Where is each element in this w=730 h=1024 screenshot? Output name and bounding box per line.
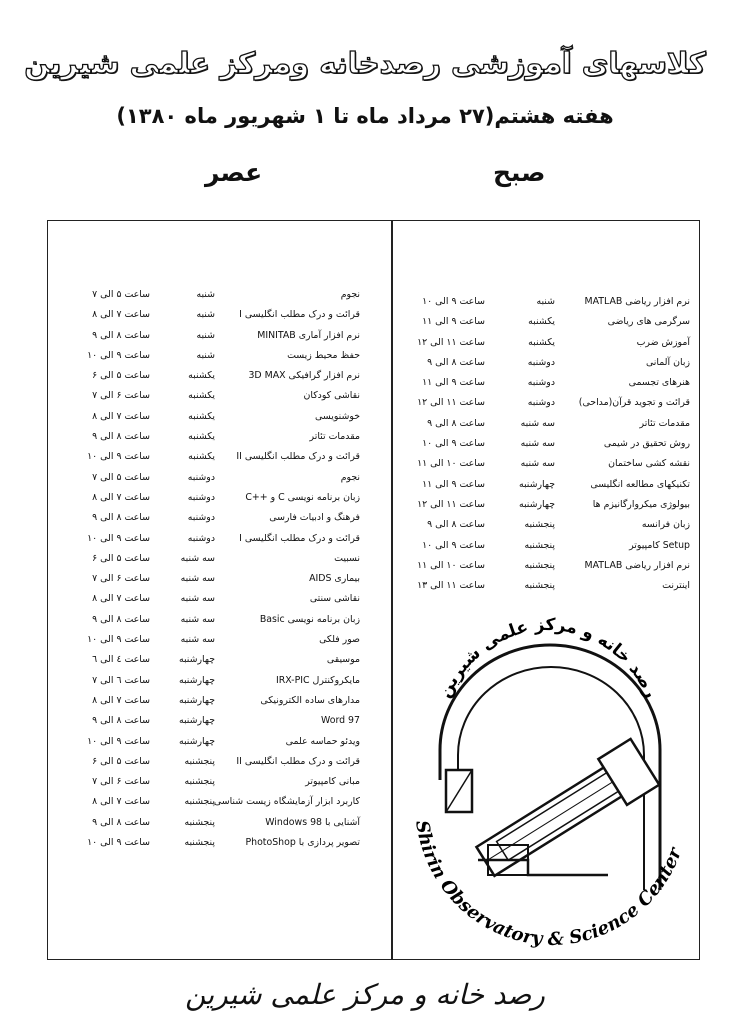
class-row [70, 508, 360, 528]
course-name: Word 97 [320, 715, 360, 727]
page-subtitle: هفته هشتم(۲۷ مرداد ماه تا ۱ شهریور ماه ۱۳۸۰) [116, 104, 614, 128]
class-day: شنبه [536, 296, 555, 307]
class-day: سه شنبه [180, 573, 215, 585]
class-row [70, 427, 360, 447]
class-day: دوشنبه [527, 377, 555, 389]
class-time: ساعت ۵ الی ۶ [92, 370, 150, 382]
class-row [70, 610, 360, 630]
class-time: ساعت ۱۰ الی ۱۱ [417, 559, 485, 571]
class-time: ساعت ۸ الی ۹ [92, 329, 150, 341]
course-name: آموزش ضرب [636, 336, 690, 348]
class-day: چهارشنبه [178, 694, 215, 706]
class-day: سه شنبه [180, 613, 215, 625]
course-name: Setup کامپیوتر [629, 539, 690, 551]
class-day: یکشنبه [188, 370, 215, 382]
course-name: خوشنویسی [315, 410, 360, 422]
class-day: چهارشنبه [518, 478, 555, 490]
course-name: قرائت و درک مطلب انگلیسی I [239, 309, 360, 321]
class-row [70, 711, 360, 731]
class-row [70, 569, 360, 589]
class-time: ساعت ۷ الی ۸ [92, 309, 150, 321]
course-name: بیولوژی میکروارگانیزم ها [592, 498, 690, 510]
column-divider [391, 221, 393, 959]
class-day: شنبه [196, 349, 215, 361]
class-row [70, 752, 360, 772]
class-time: ساعت ۸ الی ۹ [427, 519, 485, 531]
course-name: حفظ محیط زیست [287, 349, 360, 361]
class-row [405, 454, 690, 474]
class-time: ساعت ۹ الی ۱۰ [422, 296, 485, 307]
class-time: ساعت ۶ الی ۷ [92, 573, 150, 585]
class-time: ساعت ۸ الی ۹ [92, 512, 150, 524]
course-name: زبان برنامه نویسی C و ++C [245, 491, 360, 503]
class-day: پنجشنبه [184, 776, 215, 788]
course-name: نرم افزار ریاضی MATLAB [584, 296, 690, 307]
class-time: ساعت ۹ الی ۱۱ [422, 316, 485, 328]
class-day: سه شنبه [180, 552, 215, 564]
footer-signature: رصد خانه و مرکز علمی شیرین [185, 978, 545, 1011]
svg-text:رصد خانه و مرکز علمی شیرین [435, 615, 661, 701]
class-row [70, 792, 360, 812]
class-row [70, 549, 360, 569]
class-time: ساعت ۸ الی ۹ [427, 356, 485, 368]
class-day: یکشنبه [188, 431, 215, 443]
class-row [70, 529, 360, 549]
course-name: نسبیت [334, 552, 360, 564]
class-time: ساعت ۹ الی ۱۰ [87, 532, 150, 544]
course-name: کاربرد ابزار آزمایشگاه زیست شناسی [213, 796, 360, 808]
class-time: ساعت ۹ الی ۱۰ [422, 438, 485, 450]
class-time: ساعت ۸ الی ۹ [92, 816, 150, 828]
class-row [405, 373, 690, 393]
class-time: ساعت ۹ الی ۱۰ [422, 539, 485, 551]
observatory-logo-icon [398, 590, 698, 955]
class-day: یکشنبه [188, 410, 215, 422]
course-name: قرائت و درک مطلب انگلیسی II [236, 451, 360, 463]
class-time: ساعت ۸ الی ۹ [92, 715, 150, 727]
course-name: سرگرمی های ریاضی [607, 316, 690, 328]
course-name: قرائت و درک مطلب انگلیسی I [239, 532, 360, 544]
course-name: فرهنگ و ادبیات فارسی [269, 512, 360, 524]
class-row [405, 475, 690, 495]
class-day: شنبه [196, 329, 215, 341]
class-day: سه شنبه [520, 417, 555, 429]
class-day: دوشنبه [187, 512, 215, 524]
class-row [405, 353, 690, 373]
course-name: نقاشی کودکان [303, 390, 360, 402]
class-day: یکشنبه [188, 451, 215, 463]
class-row [70, 407, 360, 427]
class-day: چهارشنبه [178, 715, 215, 727]
class-day: چهارشنبه [178, 735, 215, 747]
class-day: سه شنبه [180, 593, 215, 605]
class-day: یکشنبه [528, 336, 555, 348]
class-time: ساعت ۶ الی ۷ [92, 776, 150, 788]
class-time: ساعت ۷ الی ۸ [92, 593, 150, 605]
class-time: ساعت ۵ الی ۷ [92, 471, 150, 483]
class-row [70, 833, 360, 853]
class-day: دوشنبه [527, 356, 555, 368]
course-name: نجوم [340, 289, 360, 300]
class-day: شنبه [196, 309, 215, 321]
class-time: ساعت ٤ الی ٦ [92, 654, 150, 666]
class-day: سه شنبه [520, 458, 555, 470]
class-time: ساعت ۷ الی ۸ [92, 410, 150, 422]
class-row [405, 536, 690, 556]
class-day: یکشنبه [528, 316, 555, 328]
course-name: هنرهای تجسمی [628, 377, 690, 389]
class-row [70, 691, 360, 711]
class-day: دوشنبه [187, 532, 215, 544]
class-row [405, 495, 690, 515]
course-name: زبان فرانسه [641, 519, 690, 531]
course-name: تصویر پردازی با PhotoShop [245, 837, 360, 849]
class-row [405, 434, 690, 454]
class-row [405, 393, 690, 413]
class-row [70, 772, 360, 792]
class-time: ساعت ۹ الی ۱۰ [87, 451, 150, 463]
course-name: نرم افزار ریاضی MATLAB [584, 559, 690, 571]
class-row [405, 312, 690, 332]
class-time: ساعت ۸ الی ۹ [427, 417, 485, 429]
class-day: چهارشنبه [518, 498, 555, 510]
class-day: سه شنبه [180, 634, 215, 646]
class-time: ساعت ۹ الی ۱۰ [87, 634, 150, 646]
course-name: مایکروکنترل IRX-PIC [275, 674, 360, 686]
course-name: نقاشی سنتی [309, 593, 360, 605]
course-name: قرائت و درک مطلب انگلیسی II [236, 755, 360, 767]
class-row [70, 468, 360, 488]
logo-text-en: Shirin Observatory & Science Center [411, 818, 687, 951]
class-time: ساعت ۷ الی ۸ [92, 796, 150, 808]
course-name: نرم افزار گرافیکی 3D MAX [248, 370, 360, 382]
class-day: چهارشنبه [178, 654, 215, 666]
course-name: نجوم [340, 471, 360, 483]
class-time: ساعت ۸ الی ۹ [92, 613, 150, 625]
course-name: زبان آلمانی [645, 356, 690, 368]
class-time: ساعت ۹ الی ۱۱ [422, 478, 485, 490]
class-time: ساعت ۱۱ الی ۱۲ [417, 498, 485, 510]
class-row [70, 671, 360, 691]
course-name: صور فلکی [319, 634, 360, 646]
afternoon-class-list [70, 285, 360, 853]
class-row [70, 386, 360, 406]
class-time: ساعت ۹ الی ۱۰ [87, 349, 150, 361]
class-row [405, 292, 690, 312]
class-time: ساعت ۹ الی ۱۰ [87, 837, 150, 849]
afternoon-heading: عصر [205, 158, 263, 187]
class-row [405, 515, 690, 535]
class-row [405, 333, 690, 353]
course-name: قرائت و تجوید قرآن(مداحی) [578, 397, 690, 409]
logo-text-fa: رصد خانه و مرکز علمی شیرین [434, 614, 662, 702]
class-day: شنبه [196, 289, 215, 300]
class-time: ساعت ۵ الی ۷ [92, 289, 150, 300]
class-row [70, 305, 360, 325]
course-name: روش تحقیق در شیمی [603, 438, 690, 450]
course-name: نقشه کشی ساختمان [608, 458, 690, 470]
class-row [70, 366, 360, 386]
class-day: پنجشنبه [184, 837, 215, 849]
course-name: اینترنت [662, 580, 690, 592]
class-day: سه شنبه [520, 438, 555, 450]
course-name: تکنیکهای مطالعه انگلیسی [590, 478, 690, 490]
class-time: ساعت ٦ الی ٧ [92, 674, 150, 686]
class-time: ساعت ۶ الی ۷ [92, 390, 150, 402]
morning-heading: صبح [493, 158, 546, 187]
class-time: ساعت ۹ الی ۱۰ [87, 735, 150, 747]
course-name: ویدئو حماسه علمی [285, 735, 360, 747]
class-row [70, 285, 360, 305]
class-time: ساعت ۱۱ الی ۱۲ [417, 397, 485, 409]
course-name: مقدمات تئاتر [639, 417, 690, 429]
class-row [70, 813, 360, 833]
class-time: ساعت ۱۰ الی ۱۱ [417, 458, 485, 470]
class-time: ساعت ۵ الی ۶ [92, 552, 150, 564]
class-row [70, 589, 360, 609]
class-time: ساعت ۵ الی ۶ [92, 755, 150, 767]
class-day: یکشنبه [188, 390, 215, 402]
class-time: ساعت ۸ الی ۹ [92, 431, 150, 443]
course-name: مقدمات تئاتر [309, 431, 360, 443]
class-day: چهارشنبه [178, 674, 215, 686]
class-day: پنجشنبه [184, 796, 215, 808]
class-row [70, 346, 360, 366]
class-day: پنجشنبه [524, 539, 555, 551]
course-name: زبان برنامه نویسی Basic [259, 613, 360, 625]
page-title: کلاسهای آموزشی رصدخانه ومرکز علمی شیرین [24, 46, 706, 80]
class-row [405, 556, 690, 576]
morning-class-list [405, 292, 690, 596]
class-day: پنجشنبه [524, 559, 555, 571]
course-name: مبانی کامپیوتر [305, 776, 360, 788]
class-time: ساعت ۱۱ الی ۱۲ [417, 336, 485, 348]
class-day: دوشنبه [187, 471, 215, 483]
class-row [70, 447, 360, 467]
class-row [70, 488, 360, 508]
course-name: بیماری AIDS [309, 573, 360, 585]
course-name: آشنایی با Windows 98 [265, 816, 360, 828]
class-day: پنجشنبه [524, 519, 555, 531]
course-name: نرم افزار آماری MINITAB [257, 329, 360, 341]
class-row [405, 414, 690, 434]
class-day: پنجشنبه [184, 755, 215, 767]
class-time: ساعت ۱۱ الی ۱۳ [417, 580, 485, 592]
class-time: ساعت ۹ الی ۱۱ [422, 377, 485, 389]
class-time: ساعت ۷ الی ۸ [92, 491, 150, 503]
class-day: پنجشنبه [184, 816, 215, 828]
class-row [70, 326, 360, 346]
class-day: دوشنبه [527, 397, 555, 409]
class-time: ساعت ۷ الی ۸ [92, 694, 150, 706]
class-day: پنجشنبه [524, 580, 555, 592]
class-day: دوشنبه [187, 491, 215, 503]
class-row [70, 650, 360, 670]
course-name: موسیقی [326, 654, 360, 666]
class-row [70, 630, 360, 650]
class-row [70, 732, 360, 752]
course-name: مدارهای ساده الکترونیکی [260, 694, 360, 706]
